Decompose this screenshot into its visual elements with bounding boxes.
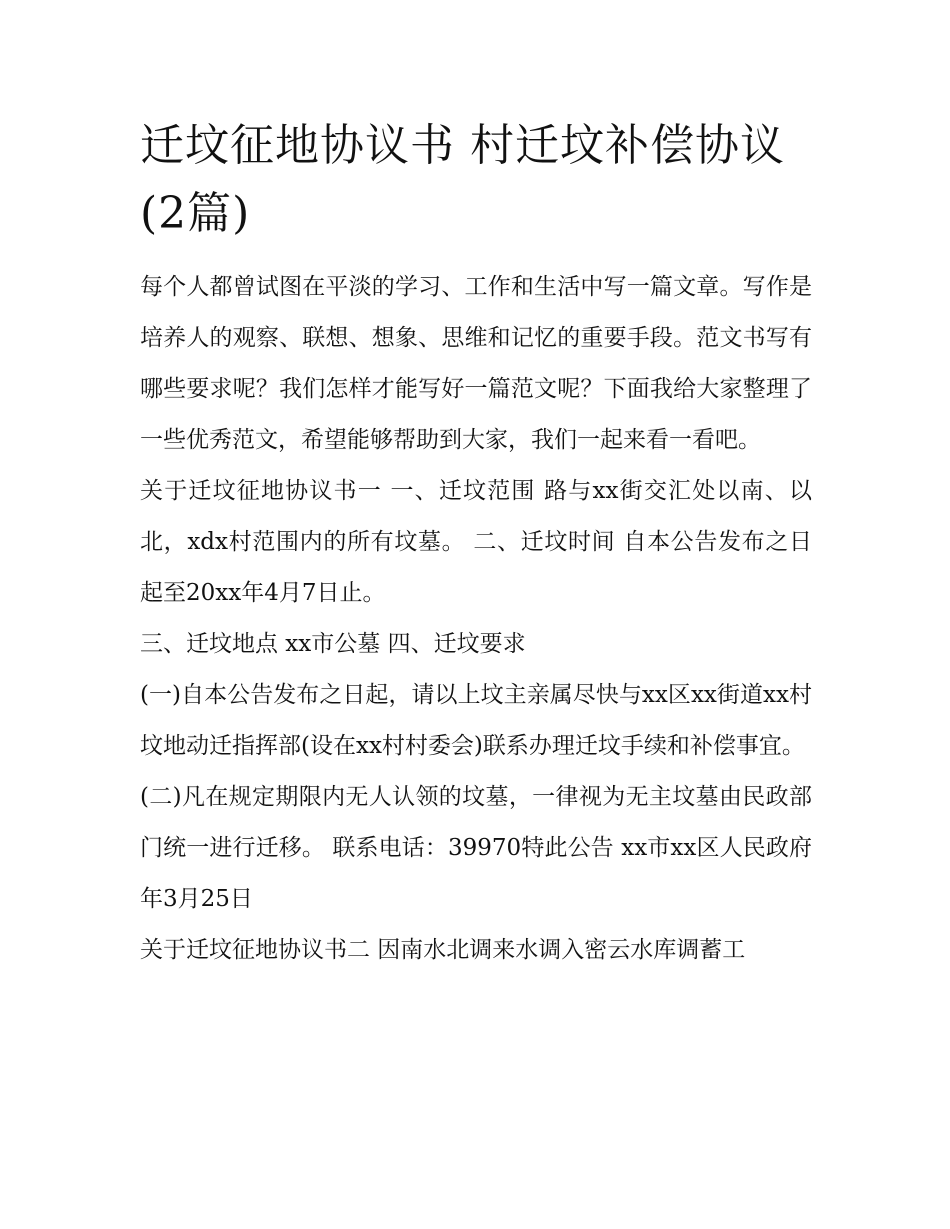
paragraph-agreement-one-scope: 关于迁坟征地协议书一 一、迁坟范围 路与xx街交汇处以南、以北，xdx村范围内的所有坟墓。 二、迁坟时间 自本公告发布之日起至20xx年4月7日止。: [140, 478, 812, 606]
document-body: [140, 112, 812, 976]
paragraph-requirement-two: (二)凡在规定期限内无人认领的坟墓，一律视为无主坟墓由民政部门统一进行迁移。 联系电话：39970特此公告 xx市xx区人民政府 年3月25日: [140, 784, 812, 912]
document-title: 迁坟征地协议书 村迁坟补偿协议(2篇): [140, 120, 785, 239]
paragraph-intro: 每个人都曾试图在平淡的学习、工作和生活中写一篇文章。写作是培养人的观察、联想、想象、思维和记忆的重要手段。范文书写有哪些要求呢？我们怎样才能写好一篇范文呢？下面我给大家整理了一些优秀范文，希望能够帮助到大家，我们一起来看一看吧。: [140, 274, 812, 453]
paragraph-requirement-one: (一)自本公告发布之日起，请以上坟主亲属尽快与xx区xx街道xx村坟地动迁指挥部(设在xx村村委会)联系办理迁坟手续和补偿事宜。: [140, 682, 812, 759]
paragraph-location-requirements: 三、迁坟地点 xx市公墓 四、迁坟要求: [140, 631, 526, 657]
paragraph-agreement-two: 关于迁坟征地协议书二 因南水北调来水调入密云水库调蓄工: [140, 937, 746, 963]
